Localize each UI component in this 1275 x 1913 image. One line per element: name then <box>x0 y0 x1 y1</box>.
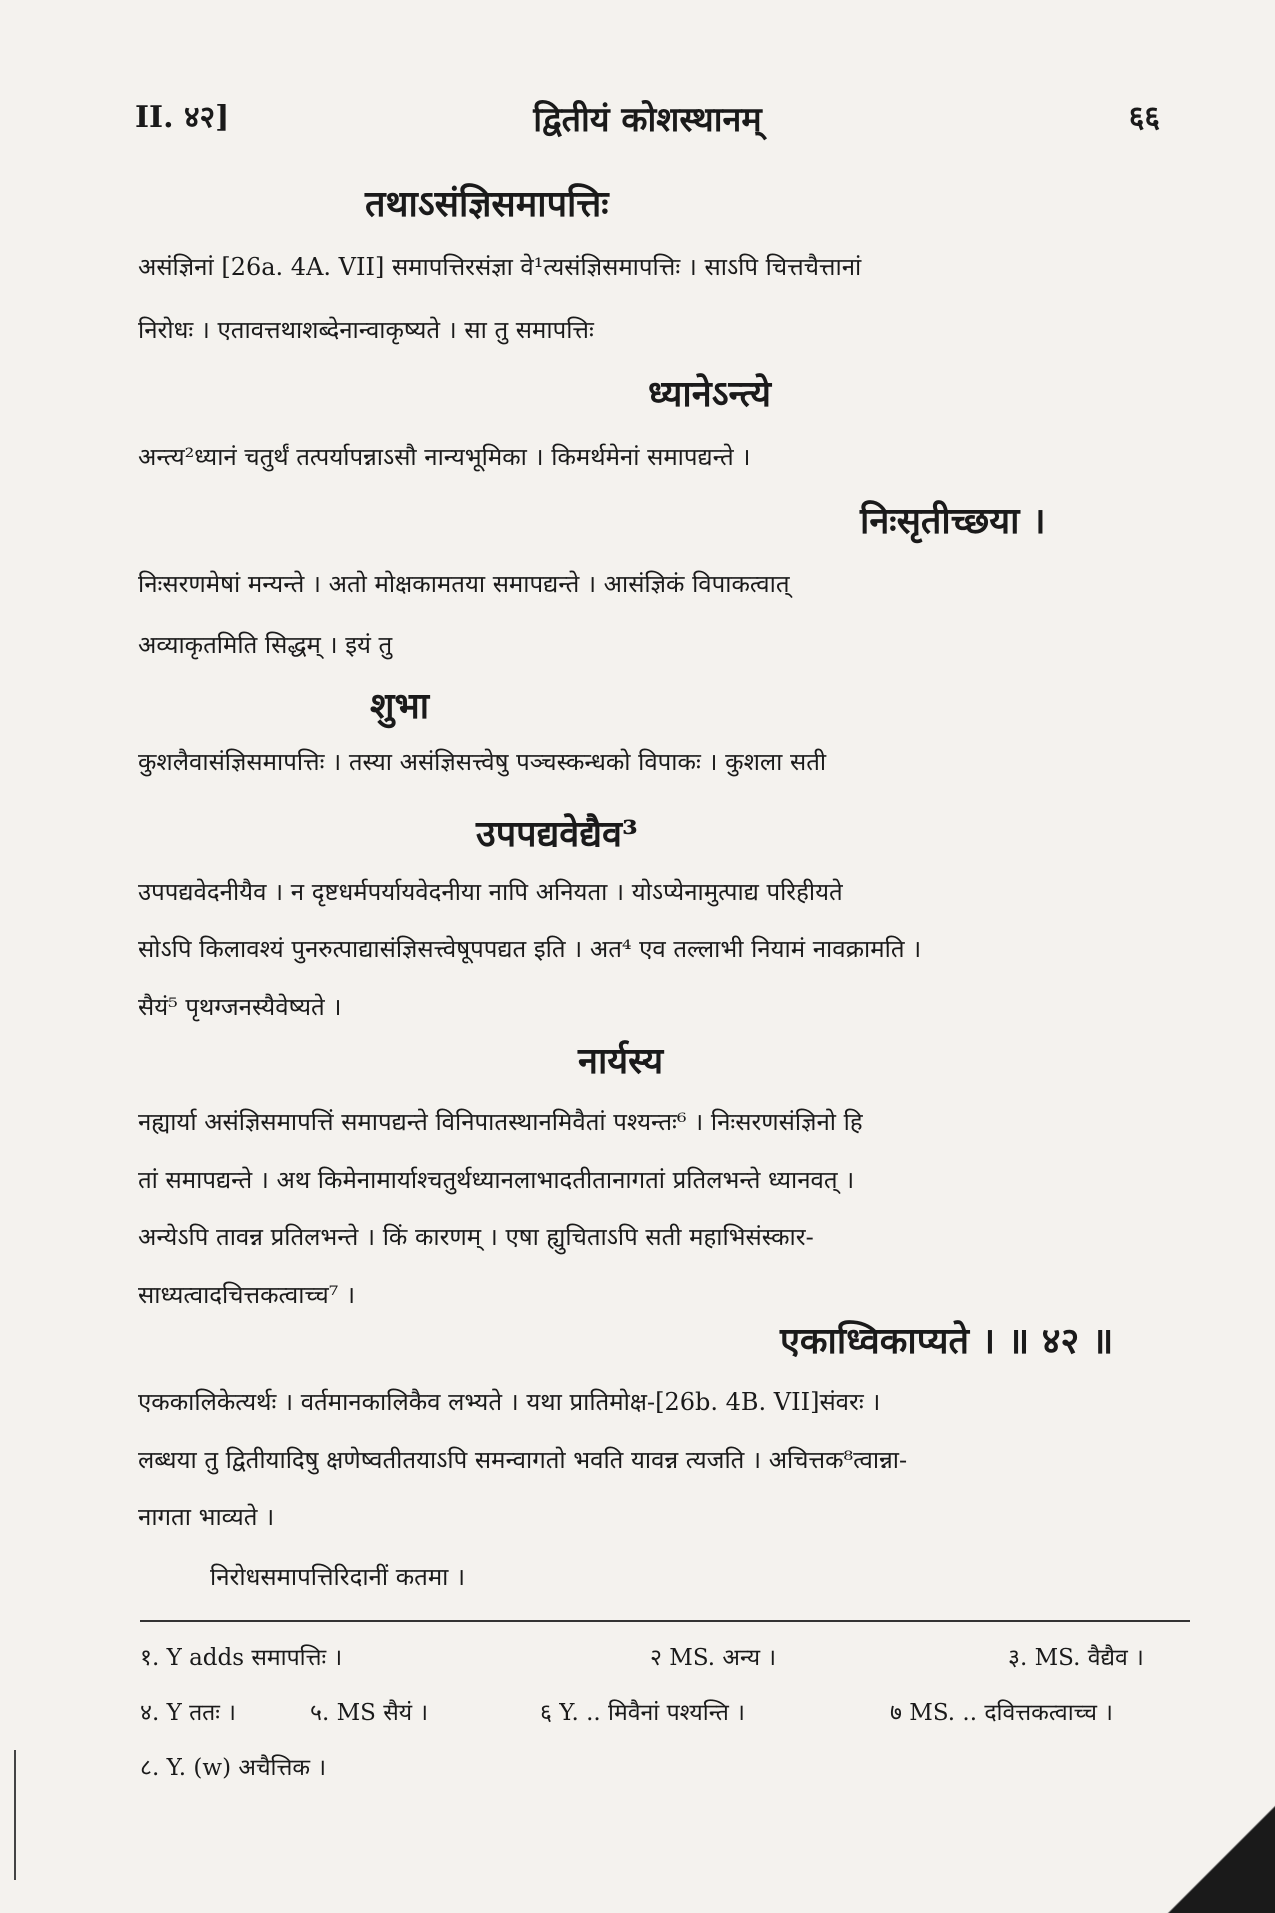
text-line: सैयं⁵ पृथग्जनस्यैवेष्यते । <box>138 993 342 1021</box>
footnote-7: ७ MS. .. दवित्तकत्वाच्च । <box>890 1700 1113 1726</box>
text-line: कुशलैवासंज्ञिसमापत्तिः । तस्या असंज्ञिसत्त्वेषु पञ्चस्कन्धको विपाकः । कुशला सती <box>138 748 827 776</box>
section-number: II. ४२] <box>135 100 230 135</box>
text-line: लब्धया तु द्वितीयादिषु क्षणेष्वतीतयाऽपि समन्वागतो भवति यावन्न त्यजति । अचित्तक⁸त्वान्ना- <box>138 1446 908 1474</box>
text-line: साध्यत्वादचित्तकत्वाच्च⁷ । <box>138 1281 356 1309</box>
text-line: नागता भाव्यते । <box>138 1503 275 1531</box>
footnote-2: २ MS. अन्य । <box>650 1645 777 1671</box>
footnote-5: ५. MS सैयं । <box>310 1700 429 1726</box>
footnote-4: ४. Y ततः । <box>140 1700 236 1726</box>
verse-heading-7: एकाध्विकाप्यते । ॥ ४२ ॥ <box>780 1320 1114 1362</box>
verse-heading-4: शुभा <box>370 685 430 727</box>
text-line: निरोधसमापत्तिरिदानीं कतमा । <box>210 1563 466 1591</box>
text-line: अन्त्य²ध्यानं चतुर्थं तत्पर्यापन्नाऽसौ नान्यभूमिका । किमर्थमेनां समापद्यन्ते । <box>138 443 751 471</box>
text-line: तां समापद्यन्ते । अथ किमेनामार्याश्चतुर्थध्यानलाभादतीतानागतां प्रतिलभन्ते ध्यानवत् । <box>138 1166 855 1194</box>
footnote-6: ६ Y. .. मिवैनां पश्यन्ति । <box>540 1700 745 1726</box>
page-header <box>135 95 1160 145</box>
verse-heading-3: निःसृतीच्छया । <box>860 500 1046 542</box>
text-line: नह्यार्या असंज्ञिसमापत्तिं समापद्यन्ते विनिपातस्थानमिवैतां पश्यन्तः⁶ । निःसरणसंज्ञिनो हि <box>138 1108 863 1136</box>
running-title: द्वितीयं कोशस्थानम् <box>533 100 762 140</box>
margin-scan-artifact <box>14 1750 16 1880</box>
verse-heading-1: तथाऽसंज्ञिसमापत्तिः <box>365 183 609 225</box>
text-line: एककालिकेत्यर्थः । वर्तमानकालिकैव लभ्यते । यथा प्रातिमोक्ष-[26b. 4B. VII]संवरः । <box>138 1388 881 1416</box>
corner-scan-artifact <box>1155 1793 1275 1913</box>
verse-heading-5: उपपद्यवेद्यैव³ <box>476 813 638 855</box>
text-line: उपपद्यवेदनीयैव । न दृष्टधर्मपर्यायवेदनीया नापि अनियता । योऽप्येनामुत्पाद्य परिहीयते <box>138 878 843 906</box>
footnote-rule <box>140 1620 1190 1622</box>
page-number: ६६ <box>1128 100 1160 135</box>
verse-heading-6: नार्यस्य <box>578 1040 664 1082</box>
verse-heading-2: ध्यानेऽन्त्ये <box>648 373 771 415</box>
footnote-8: ८. Y. (w) अचैत्तिक । <box>140 1755 327 1781</box>
text-line: सोऽपि किलावश्यं पुनरुत्पाद्यासंज्ञिसत्त्वेषूपपद्यत इति । अत⁴ एव तल्लाभी नियामं नावक्रामति । <box>138 935 922 963</box>
footnote-1: १. Y adds समापत्तिः । <box>140 1645 343 1671</box>
footnote-3: ३. MS. वैद्यैव । <box>1008 1645 1144 1671</box>
text-line: अव्याकृतमिति सिद्धम् । इयं तु <box>138 631 393 659</box>
text-line: अन्येऽपि तावन्न प्रतिलभन्ते । किं कारणम् । एषा ह्युचिताऽपि सती महाभिसंस्कार- <box>138 1223 814 1251</box>
text-line: निःसरणमेषां मन्यन्ते । अतो मोक्षकामतया समापद्यन्ते । आसंज्ञिकं विपाकत्वात् <box>138 570 790 598</box>
text-line: असंज्ञिनां [26a. 4A. VII] समापत्तिरसंज्ञा वे¹त्यसंज्ञिसमापत्तिः । साऽपि चित्तचैत्तानां <box>138 253 862 281</box>
text-line: निरोधः । एतावत्तथाशब्देनान्वाकृष्यते । सा तु समापत्तिः <box>138 316 594 344</box>
